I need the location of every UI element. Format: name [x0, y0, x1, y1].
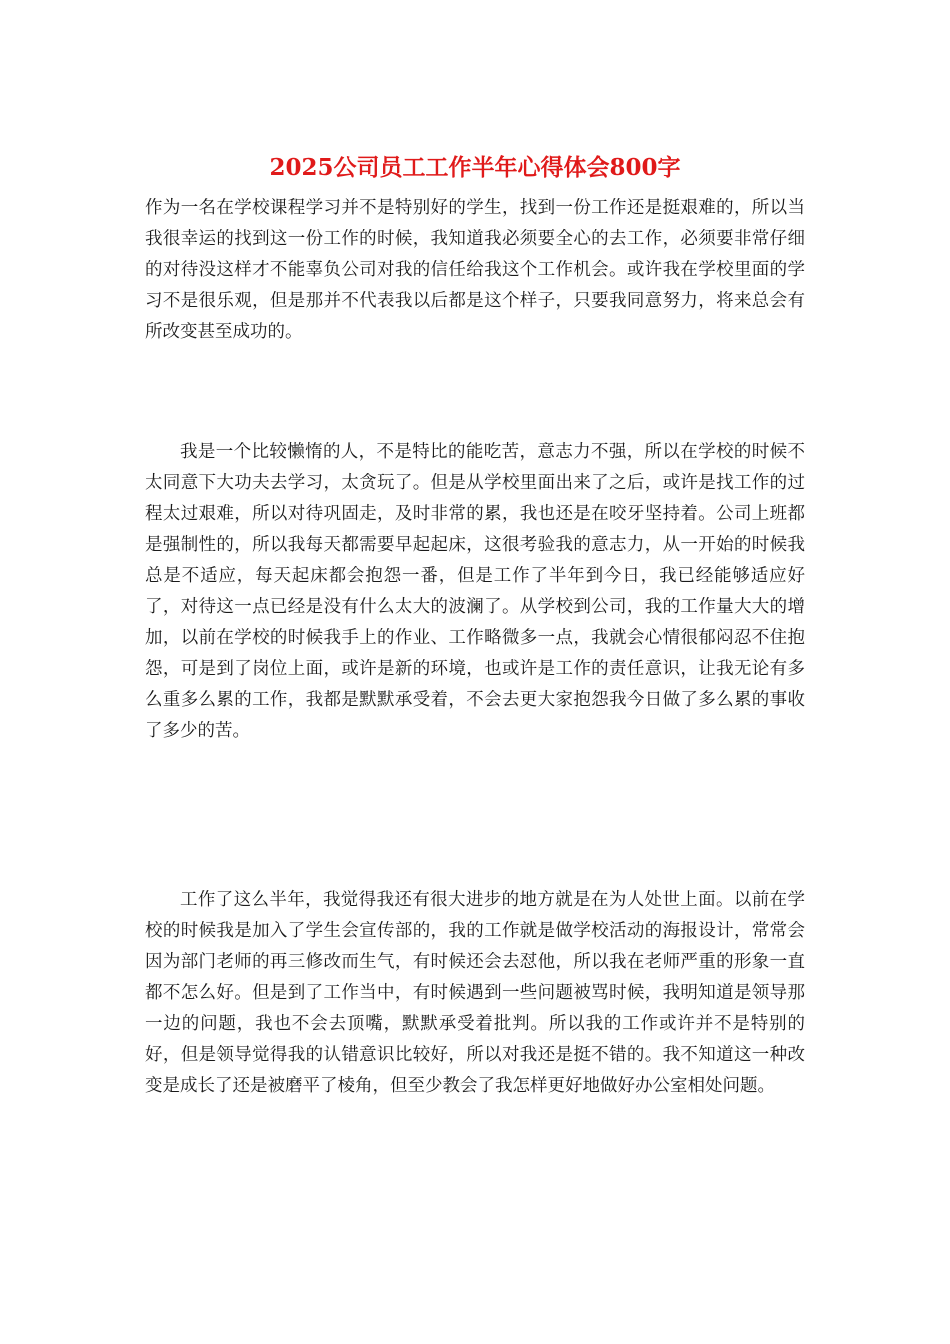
paragraph-3: 工作了这么半年，我觉得我还有很大进步的地方就是在为人处世上面。以前在学校的时候我是加入了学生会宣传部的，我的工作就是做学校活动的海报设计，常常会因为部门老师的再三修改而生气，有时候还会去怼他，所以我在老师严重的形象一直都不怎么好。但是到了工作当中，有时候遇到一些问题被骂时候，我明知道是领导那一边的问题，我也不会去顶嘴，默默承受着批判。所以我的工作或许并不是特别的好，但是领导觉得我的认错意识比较好，所以对我还是挺不错的。我不知道这一种改变是成长了还是被磨平了棱角，但至少教会了我怎样更好地做好办公室相处问题。 [145, 890, 805, 1096]
paragraph-2: 我是一个比较懒惰的人，不是特比的能吃苦，意志力不强，所以在学校的时候不太同意下大功夫去学习，太贪玩了。但是从学校里面出来了之后，或许是找工作的过程太过艰难，所以对待巩固走，及时非常的累，我也还是在咬牙坚持着。公司上班都是强制性的，所以我每天都需要早起起床，这很考验我的意志力，从一开始的时候我总是不适应，每天起床都会抱怨一番，但是工作了半年到今日，我已经能够适应好了，对待这一点已经是没有什么太大的波澜了。从学校到公司，我的工作量大大的增加，以前在学校的时候我手上的作业、工作略微多一点，我就会心情很郁闷忍不住抱怨，可是到了岗位上面，或许是新的环境，也或许是工作的责任意识，让我无论有多么重多么累的工作，我都是默默承受着，不会去更大家抱怨我今日做了多么累的事收了多少的苦。 [145, 442, 805, 741]
document-title: 2025公司员工工作半年心得体会800字 [269, 154, 681, 181]
paragraph-1: 作为一名在学校课程学习并不是特别好的学生，找到一份工作还是挺艰难的，所以当我很幸运的找到这一份工作的时候，我知道我必须要全心的去工作，必须要非常仔细的对待没这样才不能辜负公司对我的信任给我这个工作机会。或许我在学校里面的学习不是很乐观，但是那并不代表我以后都是这个样子，只要我同意努力，将来总会有所改变甚至成功的。 [145, 198, 805, 342]
